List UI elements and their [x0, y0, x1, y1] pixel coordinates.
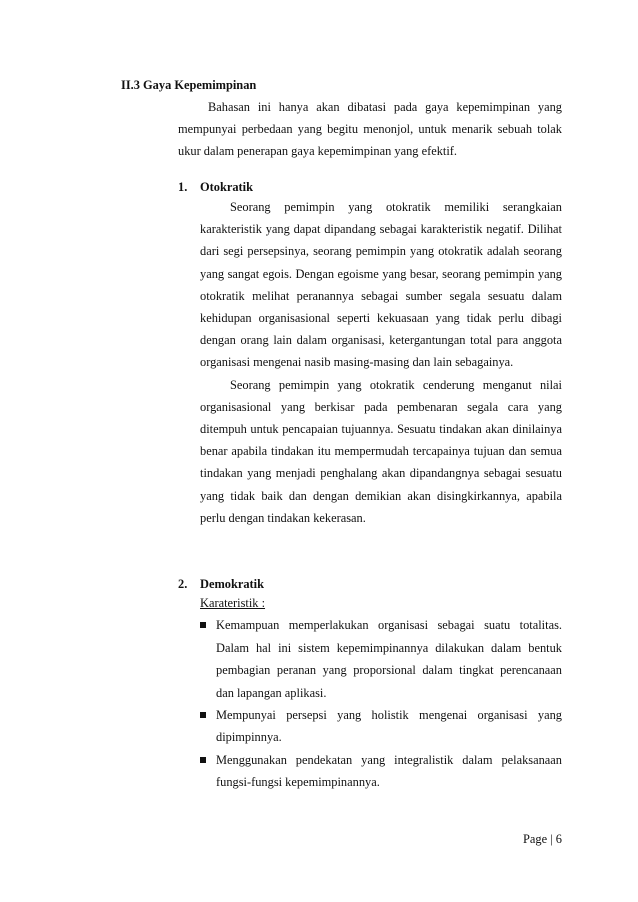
- intro-paragraph: Bahasan ini hanya akan dibatasi pada gaya kepemimpinan yang mempunyai perbedaan yang begitu menonjol, untuk menarik sebuah tolak ukur dalam penerapan gaya kepemimpinan yang efektif.: [178, 100, 562, 159]
- page-number: Page | 6: [523, 832, 562, 846]
- section-heading: II.3 Gaya Kepemimpinan: [121, 78, 257, 92]
- item-2-body: [200, 592, 562, 794]
- item-2-title: Demokratik: [200, 577, 265, 591]
- item-1-body: [200, 196, 562, 529]
- square-bullet-icon: [200, 622, 206, 628]
- item-2-bullet-list: [200, 614, 562, 793]
- section-intro: [178, 96, 562, 163]
- bullet-text: Mempunyai persepsi yang holistik mengenai organisasi yang dipimpinnya.: [216, 708, 562, 745]
- list-item: [200, 749, 562, 794]
- bullet-text: Menggunakan pendekatan yang integralistik dalam pelaksanaan fungsi-fungsi kepemimpinannya.: [216, 752, 562, 790]
- item-1-number: 1.: [178, 180, 188, 194]
- item-2-number: 2.: [178, 577, 188, 591]
- list-item: [200, 704, 562, 749]
- bullet-text: Kemampuan memperlakukan organisasi sebagai suatu totalitas. Dalam hal ini sistem kepemimpinannya dilakukan dalam bentuk pembagian peranan yang proporsional dalam tingkat perencanaan dan lapangan aplikasi.: [216, 618, 562, 700]
- item-1-title: Otokratik: [200, 180, 254, 194]
- square-bullet-icon: [200, 757, 206, 763]
- list-item: [200, 614, 562, 704]
- item-2-label: Karateristik :: [200, 596, 266, 610]
- item-1-paragraph-1: Seorang pemimpin yang otokratik memiliki serangkaian karakteristik yang dapat dipandang sebagai karakteristik negatif. Dilihat dari segi persepsinya, seorang pemimpin yang otokratik adalah seorang yang sangat egois. Dengan egoisme yang besar, seorang pemimpin yang otokratik melihat peranannya sebagai sumber segala sesuatu dalam kehidupan organisasional seperti kekuasaan yang tidak perlu dibagi dengan orang lain dalam organisasi, ketergantungan total para anggota organisasi mengenai nasib masing-masing dan lain sebagainya.: [200, 200, 562, 370]
- item-1-paragraph-2: Seorang pemimpin yang otokratik cenderung menganut nilai organisasional yang berkisar pada pembenaran segala cara yang ditempuh untuk pencapaian tujuannya. Sesuatu tindakan akan dinilainya benar apabila tindakan itu mempermudah tercapainya tujuan dan semua tindakan yang menjadi penghalang akan dipandangnya sebagai sesuatu yang tidak baik dan dengan demikian akan disingkirkannya, apabila perlu dengan tindakan kekerasan.: [200, 377, 562, 525]
- square-bullet-icon: [200, 712, 206, 718]
